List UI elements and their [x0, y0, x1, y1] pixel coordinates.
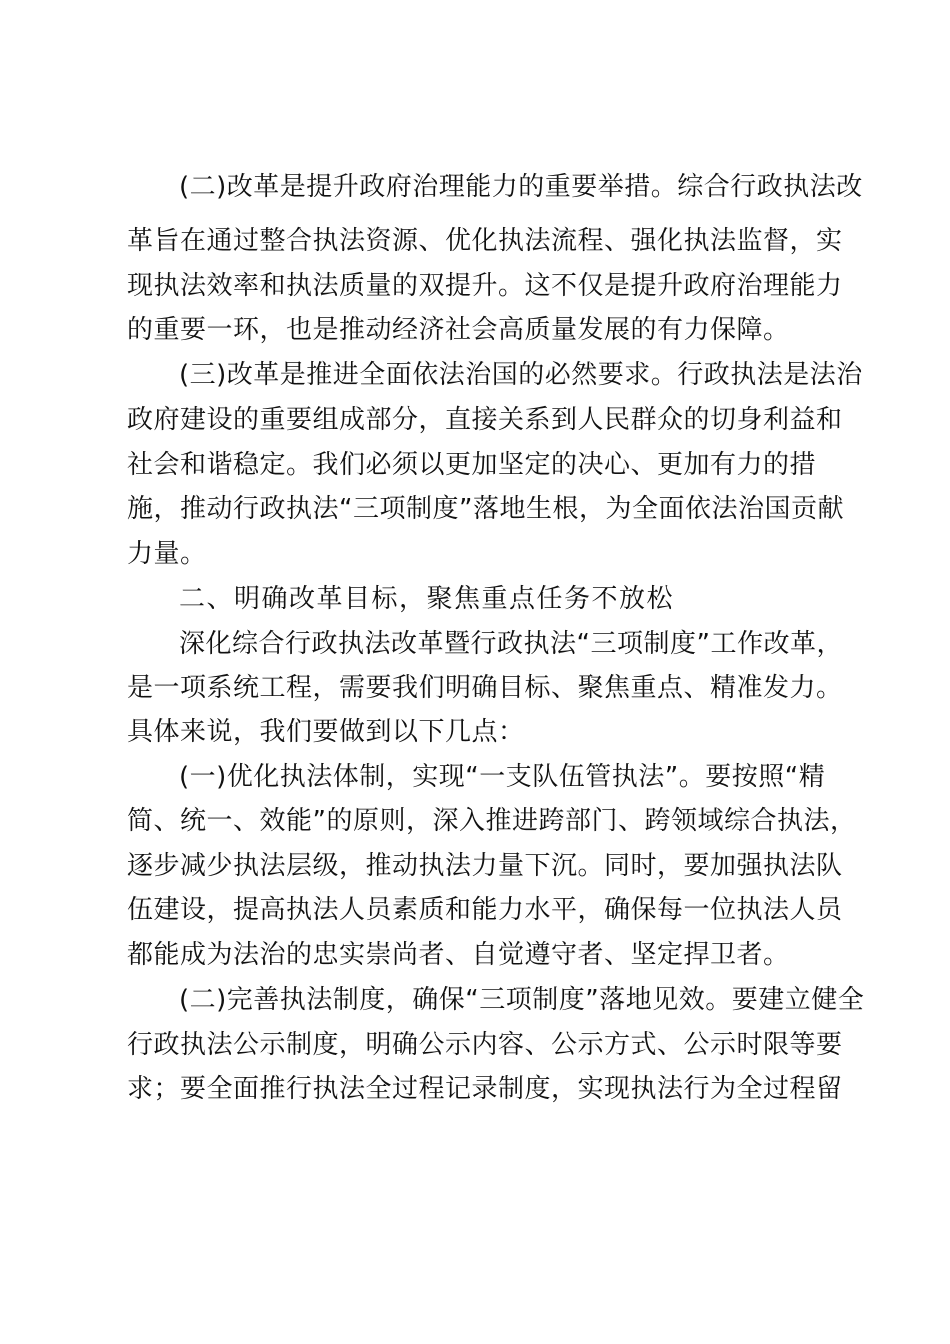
paragraph-intro-line-1: 深化综合行政执法改革暨行政执法“三项制度”工作改革，	[179, 629, 843, 659]
paragraph-2-line-1: (二)改革是提升政府治理能力的重要举措。综合行政执法改	[179, 172, 863, 202]
paragraph-3-line-3: 社会和谐稳定。我们必须以更加坚定的决心、更加有力的措	[127, 450, 817, 480]
paragraph-item2-line-2: 行政执法公示制度，明确公示内容、公示方式、公示时限等要	[127, 1030, 843, 1060]
paragraph-item1-line-5: 都能成为法治的忠实崇尚者、自觉遵守者、坚定捍卫者。	[127, 940, 790, 970]
paragraph-item2-line-3: 求；要全面推行执法全过程记录制度，实现执法行为全过程留	[127, 1074, 843, 1104]
paragraph-item1-line-3: 逐步减少执法层级，推动执法力量下沉。同时，要加强执法队	[127, 851, 843, 881]
paragraph-intro-line-3: 具体来说，我们要做到以下几点：	[127, 717, 525, 747]
paragraph-item2-line-1: (二)完善执法制度，确保“三项制度”落地见效。要建立健全	[179, 985, 865, 1015]
paragraph-item1-line-1: (一)优化执法体制，实现“一支队伍管执法”。要按照“精	[179, 762, 826, 792]
paragraph-intro-line-2: 是一项系统工程，需要我们明确目标、聚焦重点、精准发力。	[127, 673, 843, 703]
section-heading: 二、明确改革目标，聚焦重点任务不放松	[179, 584, 675, 614]
paragraph-item1-line-4: 伍建设，提高执法人员素质和能力水平，确保每一位执法人员	[127, 895, 843, 925]
paragraph-2-line-2: 革旨在通过整合执法资源、优化执法流程、强化执法监督，实	[127, 226, 843, 256]
paragraph-item1-line-2: 简、统一、效能”的原则，深入推进跨部门、跨领域综合执法，	[127, 806, 857, 836]
paragraph-2-line-3: 现执法效率和执法质量的双提升。这不仅是提升政府治理能力	[127, 271, 843, 301]
paragraph-3-line-5: 力量。	[127, 539, 207, 569]
paragraph-2-line-4: 的重要一环，也是推动经济社会高质量发展的有力保障。	[127, 315, 790, 345]
paragraph-3-line-4: 施，推动行政执法“三项制度”落地生根，为全面依法治国贡献	[127, 494, 844, 524]
paragraph-3-line-1: (三)改革是推进全面依法治国的必然要求。行政执法是法治	[179, 360, 863, 390]
paragraph-3-line-2: 政府建设的重要组成部分，直接关系到人民群众的切身利益和	[127, 405, 843, 435]
